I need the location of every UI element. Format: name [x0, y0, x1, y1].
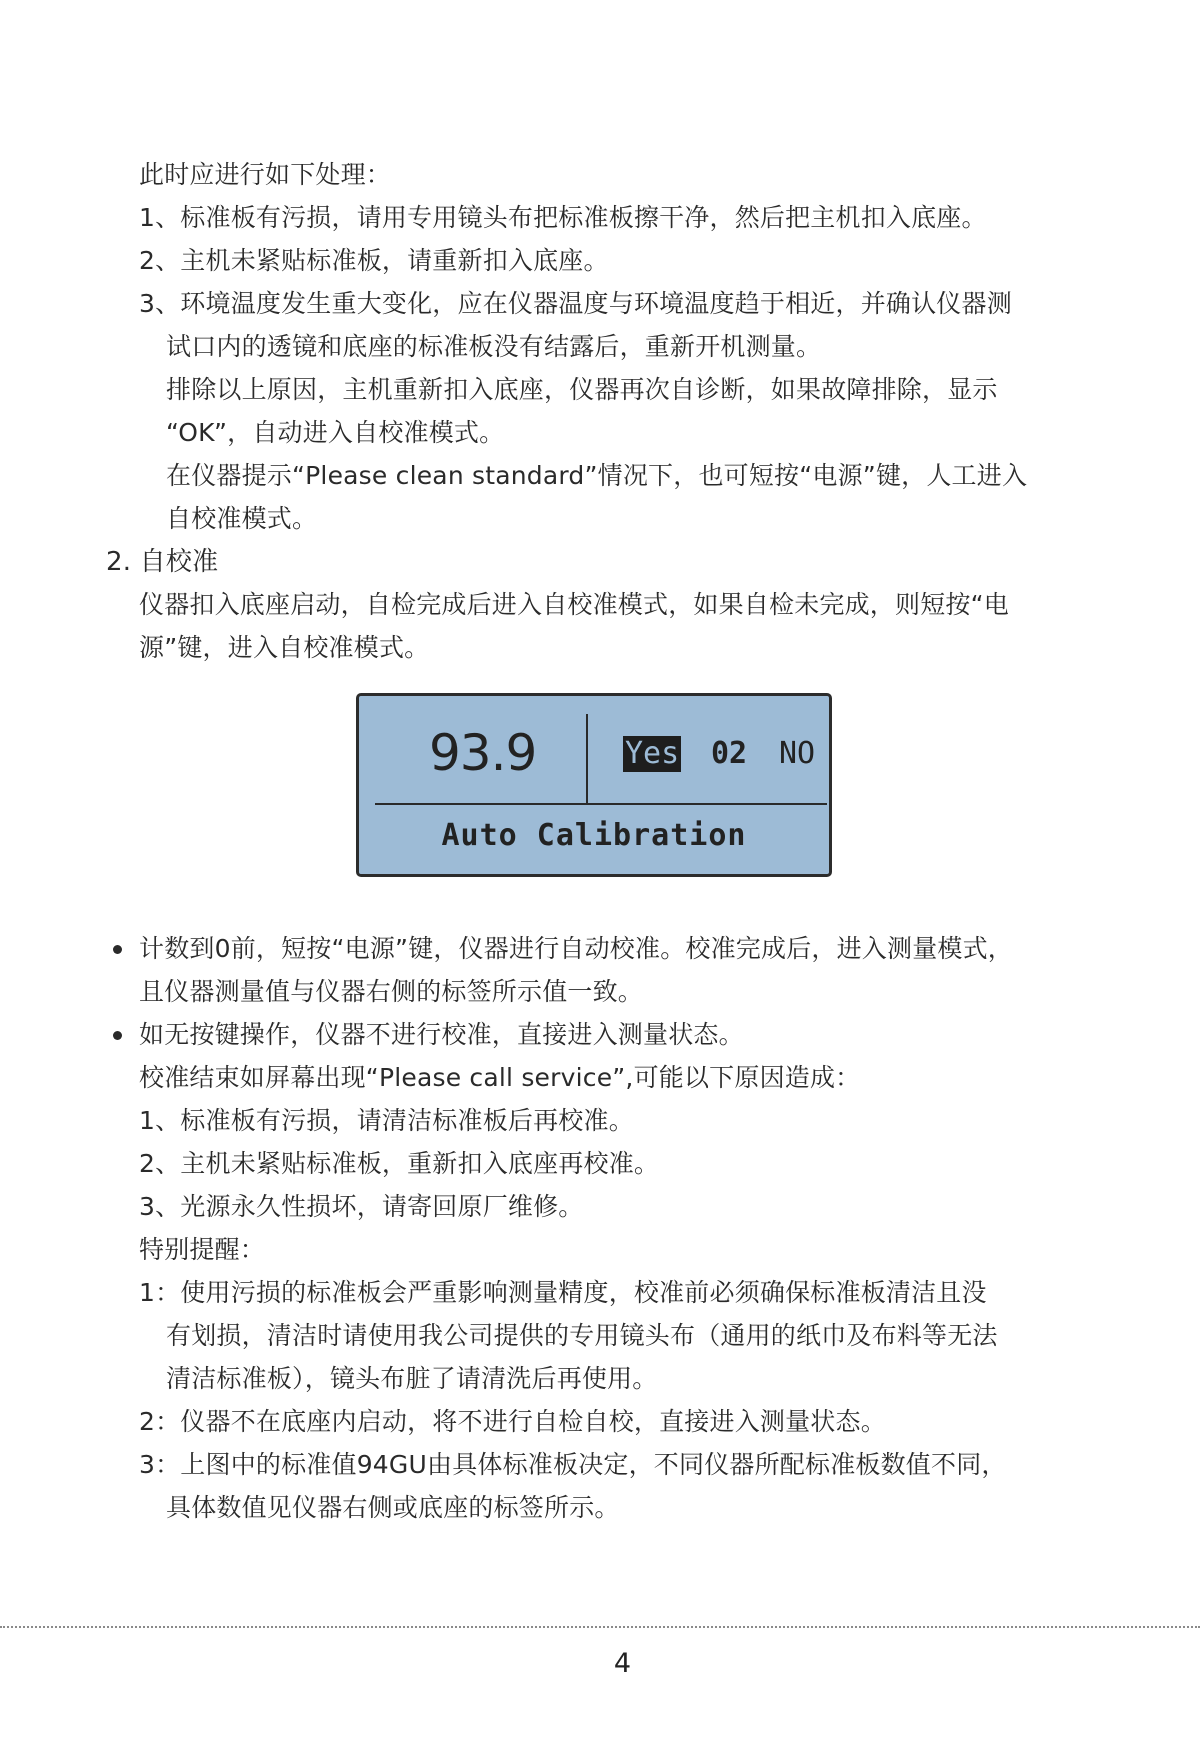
section-body-line-1: 仪器扣入底座启动，自检完成后进入自校准模式，如果自检未完成，则短按“电	[139, 590, 1009, 619]
bullet-1-line-1: 计数到0前，短按“电源”键，仪器进行自动校准。校准完成后，进入测量模式，	[139, 934, 1014, 963]
lcd-no-option: NO	[779, 736, 816, 771]
lcd-divider-horizontal	[375, 803, 827, 805]
reminder-title: 特别提醒：	[139, 1235, 266, 1264]
fix-item-1: 1、标准板有污损，请用专用镜头布把标准板擦干净，然后把主机扣入底座。	[139, 203, 987, 232]
footer-divider	[0, 1626, 1200, 1628]
after-fix-line-3: 在仪器提示“Please clean standard”情况下，也可短按“电源”键，人工进入	[166, 461, 1028, 490]
bullet-1-line-2: 且仪器测量值与仪器右侧的标签所示值一致。	[139, 977, 644, 1006]
page-number: 4	[613, 1648, 632, 1679]
section-body-line-2: 源”键，进入自校准模式。	[139, 633, 430, 662]
service-item-1: 1、标准板有污损，请清洁标准板后再校准。	[139, 1106, 634, 1135]
bullet-dot	[113, 945, 122, 954]
reminder-3: 3：上图中的标准值94GU由具体标准板决定，不同仪器所配标准板数值不同，	[139, 1450, 1007, 1479]
after-fix-line-4: 自校准模式。	[166, 504, 318, 533]
service-item-3: 3、光源永久性损坏，请寄回原厂维修。	[139, 1192, 584, 1221]
fix-item-3: 3、环境温度发生重大变化，应在仪器温度与环境温度趋于相近，并确认仪器测	[139, 289, 1012, 318]
service-item-2: 2、主机未紧贴标准板，重新扣入底座再校准。	[139, 1149, 660, 1178]
reminder-1-cont-2: 清洁标准板），镜头布脏了请清洗后再使用。	[166, 1364, 658, 1393]
reminder-1-cont-1: 有划损，清洁时请使用我公司提供的专用镜头布（通用的纸巾及布料等无法	[166, 1321, 998, 1350]
bullet-2-line-1: 如无按键操作，仪器不进行校准，直接进入测量状态。	[139, 1020, 744, 1049]
bullet-dot	[113, 1031, 122, 1040]
reminder-3-cont: 具体数值见仪器右侧或底座的标签所示。	[166, 1493, 620, 1522]
after-fix-line-2: “OK”，自动进入自校准模式。	[166, 418, 505, 447]
fix-item-3-cont: 试口内的透镜和底座的标准板没有结露后，重新开机测量。	[166, 332, 822, 361]
lcd-caption: Auto Calibration	[441, 818, 747, 853]
lcd-yes-option: Yes	[625, 736, 680, 771]
intro-text: 此时应进行如下处理：	[139, 160, 392, 189]
after-fix-line-1: 排除以上原因，主机重新扣入底座，仪器再次自诊断，如果故障排除，显示	[166, 375, 998, 404]
fix-item-2: 2、主机未紧贴标准板，请重新扣入底座。	[139, 246, 609, 275]
section-title: 2. 自校准	[106, 547, 219, 577]
lcd-display	[356, 693, 832, 877]
lcd-standard-value: 93.9	[429, 724, 537, 782]
reminder-1: 1：使用污损的标准板会严重影响测量精度，校准前必须确保标准板清洁且没	[139, 1278, 987, 1307]
reminder-2: 2：仪器不在底座内启动，将不进行自检自校，直接进入测量状态。	[139, 1407, 886, 1436]
service-intro: 校准结束如屏幕出现“Please call service”,可能以下原因造成：	[139, 1063, 861, 1092]
lcd-countdown: 02	[711, 736, 748, 771]
lcd-divider-vertical	[586, 714, 588, 804]
